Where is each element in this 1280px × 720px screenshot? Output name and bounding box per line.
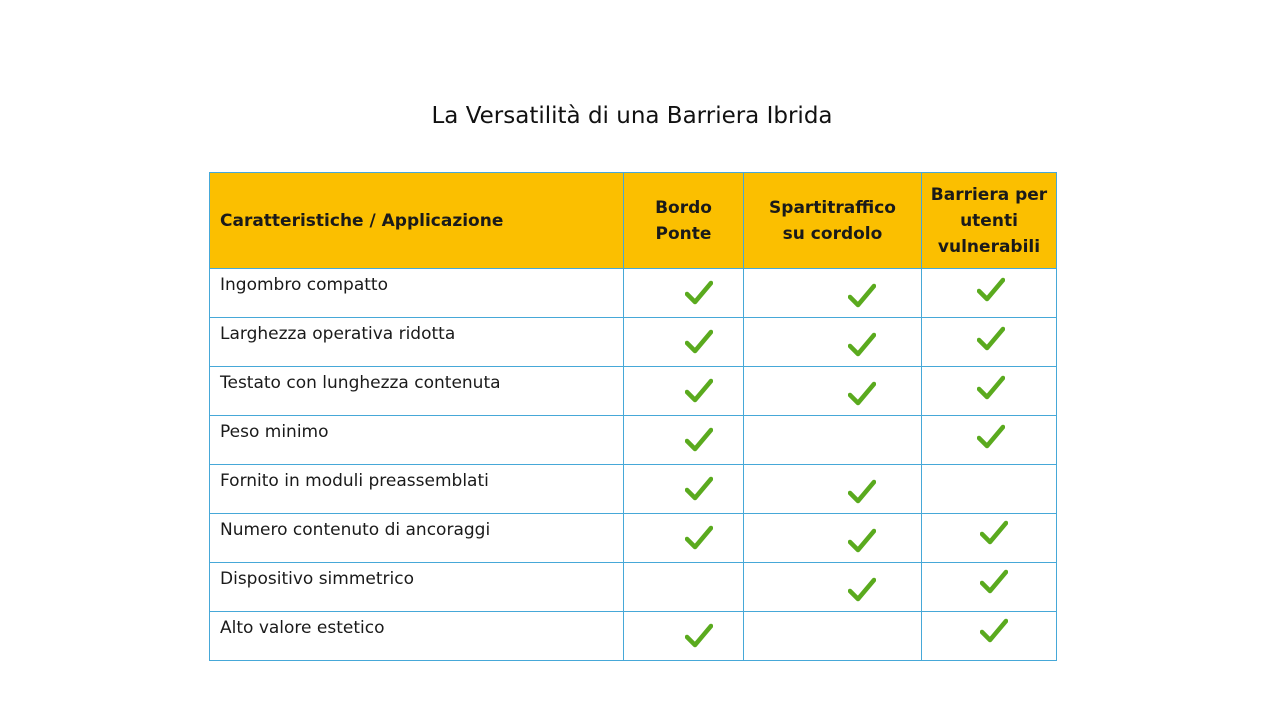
check-mark-icon	[685, 524, 713, 552]
table-row	[210, 514, 1057, 563]
cell-utenti-vulnerabili	[922, 465, 1057, 514]
table-row	[210, 465, 1057, 514]
cell-bordo-ponte	[624, 416, 744, 465]
row-label: Dispositivo simmetrico	[210, 563, 624, 612]
cell-bordo-ponte	[624, 465, 744, 514]
header-utenti-vulnerabili: Barriera per utenti vulnerabili	[922, 173, 1057, 269]
cell-utenti-vulnerabili	[922, 416, 1057, 465]
check-mark-icon	[980, 519, 1008, 547]
check-mark-icon	[848, 478, 876, 506]
check-mark-icon	[980, 617, 1008, 645]
row-label: Alto valore estetico	[210, 612, 624, 661]
table-row	[210, 318, 1057, 367]
check-mark-icon	[685, 328, 713, 356]
header-caratteristiche: Caratteristiche / Applicazione	[210, 173, 624, 269]
check-mark-icon	[977, 423, 1005, 451]
check-mark-icon	[848, 331, 876, 359]
slide-title: La Versatilità di una Barriera Ibrida	[431, 103, 833, 129]
row-label: Larghezza operativa ridotta	[210, 318, 624, 367]
cell-utenti-vulnerabili	[922, 514, 1057, 563]
check-mark-icon	[848, 576, 876, 604]
check-mark-icon	[685, 622, 713, 650]
check-mark-icon	[980, 568, 1008, 596]
check-mark-icon	[977, 374, 1005, 402]
cell-bordo-ponte	[624, 318, 744, 367]
check-mark-icon	[685, 475, 713, 503]
row-label: Numero contenuto di ancoraggi	[210, 514, 624, 563]
cell-bordo-ponte	[624, 269, 744, 318]
cell-bordo-ponte	[624, 367, 744, 416]
row-label: Peso minimo	[210, 416, 624, 465]
cell-spartitraffico	[744, 416, 922, 465]
cell-bordo-ponte	[624, 563, 744, 612]
table-header-row	[210, 173, 1057, 269]
check-mark-icon	[685, 377, 713, 405]
table-row	[210, 367, 1057, 416]
check-mark-icon	[848, 380, 876, 408]
cell-utenti-vulnerabili	[922, 612, 1057, 661]
check-mark-icon	[977, 325, 1005, 353]
cell-spartitraffico	[744, 367, 922, 416]
row-label: Fornito in moduli preassemblati	[210, 465, 624, 514]
table-row	[210, 269, 1057, 318]
cell-utenti-vulnerabili	[922, 563, 1057, 612]
feature-matrix-table	[209, 172, 1057, 661]
table-row	[210, 563, 1057, 612]
cell-utenti-vulnerabili	[922, 367, 1057, 416]
cell-spartitraffico	[744, 318, 922, 367]
header-spartitraffico: Spartitraffico su cordolo	[744, 173, 922, 269]
row-label: Testato con lunghezza contenuta	[210, 367, 624, 416]
cell-spartitraffico	[744, 514, 922, 563]
table-row	[210, 612, 1057, 661]
cell-spartitraffico	[744, 465, 922, 514]
cell-bordo-ponte	[624, 514, 744, 563]
table-row	[210, 416, 1057, 465]
check-mark-icon	[848, 527, 876, 555]
cell-spartitraffico	[744, 269, 922, 318]
header-bordo-ponte: Bordo Ponte	[624, 173, 744, 269]
cell-spartitraffico	[744, 612, 922, 661]
cell-utenti-vulnerabili	[922, 269, 1057, 318]
check-mark-icon	[685, 426, 713, 454]
check-mark-icon	[685, 279, 713, 307]
check-mark-icon	[977, 276, 1005, 304]
row-label: Ingombro compatto	[210, 269, 624, 318]
cell-utenti-vulnerabili	[922, 318, 1057, 367]
cell-bordo-ponte	[624, 612, 744, 661]
check-mark-icon	[848, 282, 876, 310]
cell-spartitraffico	[744, 563, 922, 612]
